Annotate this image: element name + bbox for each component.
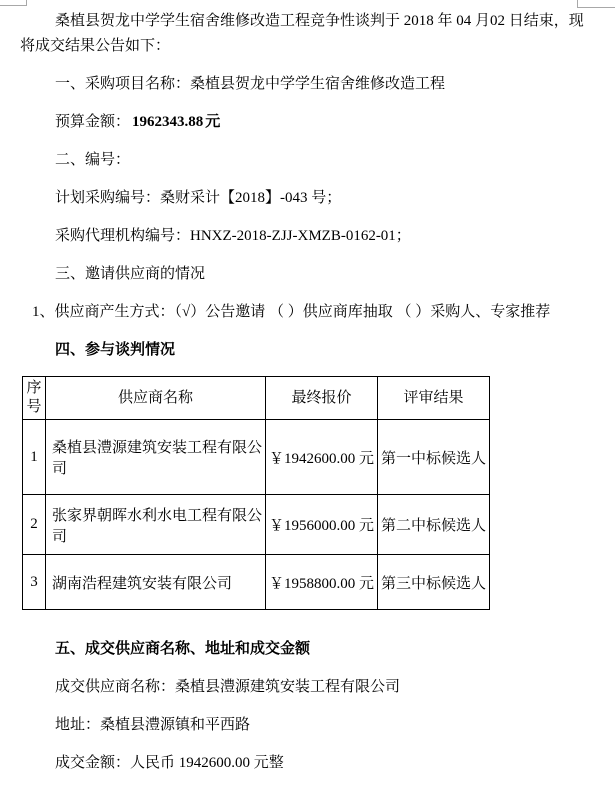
row-final-price: ￥1942600.00 元 <box>266 420 378 495</box>
row-supplier-name: 桑植县澧源建筑安装工程有限公司 <box>46 420 266 495</box>
intro-paragraph: 桑植县贺龙中学学生宿舍维修改造工程竞争性谈判于 2018 年 04 月02 日结束，现将成交结果公告如下： <box>20 13 584 54</box>
budget-line <box>20 110 595 135</box>
crop-mark-top-left <box>0 0 27 6</box>
row-review-result: 第二中标候选人 <box>378 495 490 555</box>
section-1-title: 一、采购项目名称：桑植县贺龙中学学生宿舍维修改造工程 <box>55 76 446 92</box>
table-row <box>23 495 490 555</box>
winner-name-line: 成交供应商名称：桑植县澧源建筑安装工程有限公司 <box>55 679 401 695</box>
crop-mark-top-right <box>577 0 615 8</box>
table-row <box>23 555 490 610</box>
header-final-price: 最终报价 <box>266 377 378 420</box>
row-review-result: 第三中标候选人 <box>378 555 490 610</box>
table-header-row <box>23 377 490 420</box>
plan-number-line: 计划采购编号：桑财采计【2018】-043 号； <box>55 190 342 206</box>
budget-amount: 1962343.88 <box>132 114 204 130</box>
table-row <box>23 420 490 495</box>
header-seq: 序号 <box>23 377 46 420</box>
winner-address-line: 地址：桑植县澧源镇和平西路 <box>55 717 251 733</box>
section-5-title: 五、成交供应商名称、地址和成交金额 <box>55 641 311 657</box>
section-4-title: 四、参与谈判情况 <box>55 342 176 358</box>
row-seq: 2 <box>23 495 46 555</box>
budget-label: 预算金额： <box>55 114 131 130</box>
deal-amount-line: 成交金额：人民币 1942600.00 元整 <box>55 755 284 771</box>
row-supplier-name: 湖南浩程建筑安装有限公司 <box>46 555 266 610</box>
row-review-result: 第一中标候选人 <box>378 420 490 495</box>
row-seq: 1 <box>23 420 46 495</box>
budget-unit: 元 <box>205 114 221 130</box>
supplier-method-line: 1、供应商产生方式：（√）公告邀请 （ ）供应商库抽取 （ ）采购人、专家推荐 <box>32 304 551 320</box>
section-3-title: 三、邀请供应商的情况 <box>55 266 206 282</box>
header-supplier-name: 供应商名称 <box>46 377 266 420</box>
row-seq: 3 <box>23 555 46 610</box>
negotiation-table <box>22 376 490 610</box>
row-supplier-name: 张家界朝晖水利水电工程有限公司 <box>46 495 266 555</box>
agency-number-line: 采购代理机构编号：HNXZ-2018-ZJJ-XMZB-0162-01； <box>55 228 411 244</box>
section-2-title: 二、编号： <box>55 152 131 168</box>
header-review-result: 评审结果 <box>378 377 490 420</box>
row-final-price: ￥1956000.00 元 <box>266 495 378 555</box>
row-final-price: ￥1958800.00 元 <box>266 555 378 610</box>
